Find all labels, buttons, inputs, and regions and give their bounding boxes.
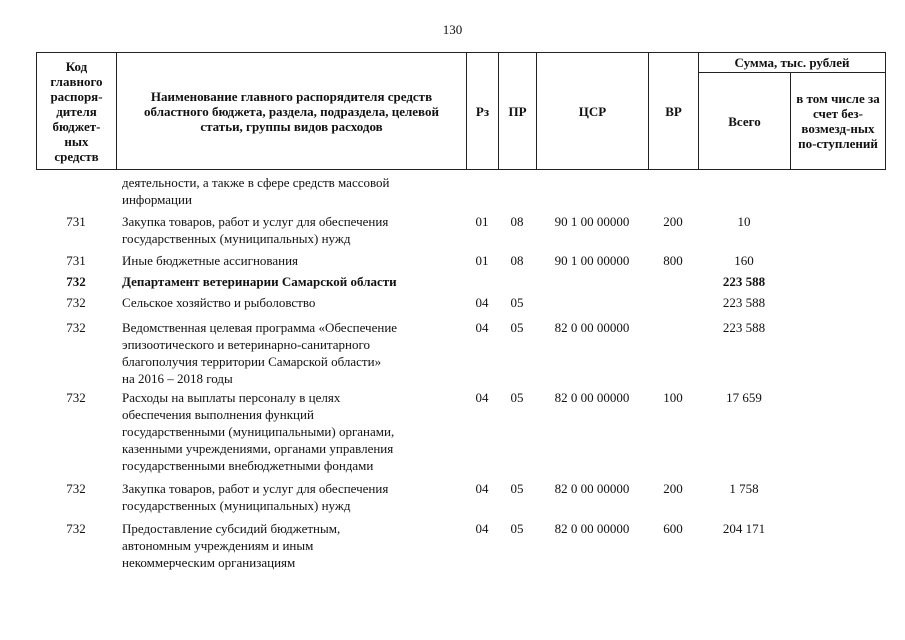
row-vr: 800: [663, 253, 683, 268]
row-pr: 05: [510, 320, 524, 335]
row-name: Сельское хозяйство и рыболовство: [122, 295, 316, 310]
row-rz: 01: [475, 253, 489, 268]
row-csr: 90 1 00 00000: [554, 214, 630, 229]
row-sum: 17 659: [726, 390, 762, 405]
row-sum: 204 171: [722, 521, 766, 536]
header-name: [116, 52, 466, 170]
row-pr: 08: [510, 253, 524, 268]
row-name: Предоставление субсидий бюджетным, автономным учреждениям и иным некоммерческим организациям: [122, 521, 341, 570]
row-pr: 05: [510, 481, 524, 496]
row-vr: 600: [663, 521, 683, 536]
header-vr: [648, 52, 698, 170]
row-name: Иные бюджетные ассигнования: [122, 253, 299, 268]
row-code: 732: [66, 481, 86, 496]
header-code: [36, 52, 116, 170]
row-code: 732: [66, 320, 86, 335]
table-header: [36, 52, 886, 170]
header-csr: [536, 52, 648, 170]
row-sum: 223 588: [722, 295, 766, 310]
row-pr: 08: [510, 214, 524, 229]
row-code: 731: [66, 253, 86, 268]
row-rz: 04: [475, 320, 489, 335]
row-csr: 82 0 00 00000: [554, 320, 630, 335]
header-vr-text: ВР: [665, 103, 682, 119]
row-code: 732: [66, 274, 86, 289]
row-code: 732: [66, 295, 86, 310]
row-csr: 82 0 00 00000: [554, 390, 630, 405]
row-rz: 04: [475, 295, 489, 310]
row-rz: 04: [475, 521, 489, 536]
row-csr: 90 1 00 00000: [554, 253, 630, 268]
header-rz-text: Рз: [475, 103, 490, 119]
row-sum: 10: [737, 214, 751, 229]
row-vr: 100: [663, 390, 683, 405]
row-code: 732: [66, 390, 86, 405]
header-sum-free-text: в том числе за счет без-возмезд-ных по-ступлений: [796, 91, 880, 151]
row-csr: 82 0 00 00000: [554, 481, 630, 496]
header-code-text: Код главного распоря-дителя бюджет-ных средств: [50, 58, 103, 164]
row-sum: 223 588: [722, 274, 766, 289]
row-name: Закупка товаров, работ и услуг для обеспечения государственных (муниципальных) нужд: [122, 214, 389, 246]
row-pr: 05: [510, 521, 524, 536]
row-code: 731: [66, 214, 86, 229]
row-code: 732: [66, 521, 86, 536]
header-sum-free: [790, 72, 886, 170]
row-rz: 01: [475, 214, 489, 229]
row-sum: 223 588: [722, 320, 766, 335]
row-name: Ведомственная целевая программа «Обеспечение эпизоотического и ветеринарно-санитарного благополучия территории Самарской области» на 2016 – 2018 годы: [122, 320, 398, 386]
page-number: 130: [442, 22, 463, 37]
header-sum-total-text: Всего: [728, 113, 761, 129]
row-name: Департамент ветеринарии Самарской области: [122, 274, 397, 289]
row-vr: 200: [663, 214, 683, 229]
header-sum-total: [698, 72, 790, 170]
header-pr: [498, 52, 536, 170]
header-pr-text: ПР: [508, 103, 527, 119]
header-sum-group: [698, 52, 886, 72]
header-name-text: Наименование главного распорядителя средств областного бюджета, раздела, подраздела, целевой статьи, группы видов расходов: [144, 88, 439, 134]
row-rz: 04: [475, 481, 489, 496]
row-pr: 05: [510, 295, 524, 310]
row-name: Расходы на выплаты персоналу в целях обеспечения выполнения функций государственными (муниципальными) органами, казенными учреждениями, органами управления государственными внебюджетными фондами: [122, 390, 395, 473]
header-csr-text: ЦСР: [578, 103, 607, 119]
row-sum: 1 758: [729, 481, 759, 496]
header-sum-group-text: Сумма, тыс. рублей: [734, 55, 850, 70]
header-rz: [466, 52, 498, 170]
row-sum: 160: [734, 253, 754, 268]
row-csr: 82 0 00 00000: [554, 521, 630, 536]
row-name: деятельности, а также в сфере средств массовой информации: [122, 175, 390, 207]
row-name: Закупка товаров, работ и услуг для обеспечения государственных (муниципальных) нужд: [122, 481, 389, 513]
row-rz: 04: [475, 390, 489, 405]
row-vr: 200: [663, 481, 683, 496]
row-pr: 05: [510, 390, 524, 405]
